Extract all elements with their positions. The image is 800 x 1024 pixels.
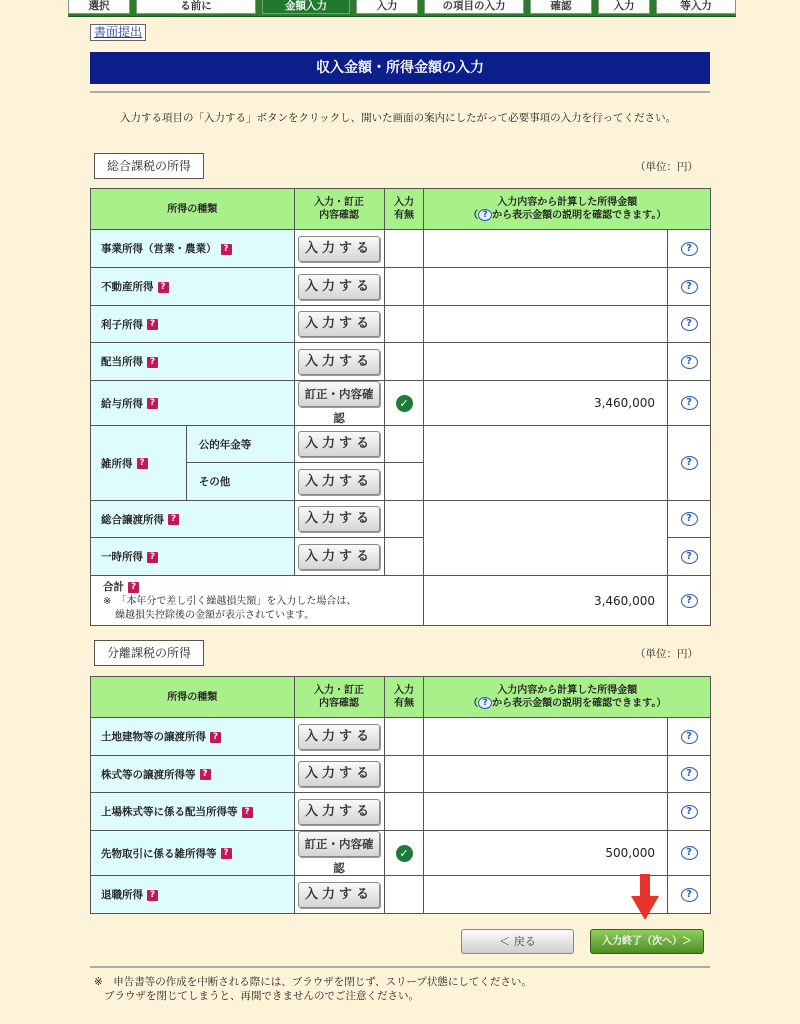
help-icon[interactable]: ? bbox=[681, 730, 698, 744]
status-cell bbox=[384, 756, 424, 793]
fix-confirm-button-sakimono[interactable]: 訂正・内容確認 bbox=[298, 831, 380, 857]
input-button-other[interactable]: 入力する bbox=[298, 469, 380, 495]
input-button-jigyo[interactable]: 入力する bbox=[298, 236, 380, 262]
status-cell bbox=[384, 343, 424, 381]
help-icon[interactable]: ? bbox=[681, 456, 698, 470]
header-status: 入力 有無 bbox=[384, 189, 424, 230]
question-icon[interactable]: ? bbox=[168, 514, 179, 525]
question-icon[interactable]: ? bbox=[147, 552, 158, 563]
header-amount: 入力内容から計算した所得金額 （ ? から表示金額の説明を確認できます。） bbox=[424, 189, 711, 230]
amount-cell bbox=[424, 306, 668, 343]
written-submission-link[interactable]: 書面提出 bbox=[90, 24, 146, 41]
amount-cell bbox=[424, 501, 668, 576]
row-label-ichiji: 一時所得 ? bbox=[91, 538, 295, 576]
table-row bbox=[91, 718, 711, 756]
step-6: 確認 bbox=[530, 0, 592, 14]
step-progress-bar bbox=[68, 0, 736, 17]
title-divider bbox=[90, 91, 710, 93]
help-icon[interactable]: ? bbox=[681, 550, 698, 564]
header-type: 所得の種類 bbox=[91, 677, 295, 718]
table-row bbox=[91, 381, 711, 426]
status-cell bbox=[384, 538, 424, 576]
row-label-zatsu: 雑所得 ? bbox=[91, 426, 187, 501]
question-icon[interactable]: ? bbox=[128, 582, 139, 593]
red-arrow-icon bbox=[631, 874, 659, 920]
table-row bbox=[91, 306, 711, 343]
table-row bbox=[91, 831, 711, 876]
header-status: 入力 有無 bbox=[384, 677, 424, 718]
amount-cell bbox=[424, 756, 668, 793]
question-icon[interactable]: ? bbox=[221, 848, 232, 859]
status-cell bbox=[384, 463, 424, 501]
status-cell bbox=[384, 230, 424, 268]
instruction-text: 入力する項目の「入力する」ボタンをクリックし、開いた画面の案内にしたがって必要事項の入力を行ってください。 bbox=[120, 112, 677, 124]
step-2: る前に bbox=[136, 0, 256, 14]
question-icon[interactable]: ? bbox=[221, 244, 232, 255]
step-3-current: 金額入力 bbox=[262, 0, 350, 14]
bunri-income-table bbox=[90, 676, 711, 914]
step-1: 選択 bbox=[68, 0, 130, 14]
status-cell bbox=[384, 718, 424, 756]
help-icon-inline: ? bbox=[478, 697, 492, 709]
input-button-taishoku[interactable]: 入力する bbox=[298, 882, 380, 908]
row-label-jojo: 上場株式等に係る配当所得等 ? bbox=[91, 793, 295, 831]
header-confirm: 入力・訂正 内容確認 bbox=[294, 189, 384, 230]
footnote-line-2: ブラウザを閉じてしまうと、再開できませんのでご注意ください。 bbox=[104, 990, 419, 1002]
row-label-taishoku: 退職所得 ? bbox=[91, 876, 295, 914]
amount-cell bbox=[424, 426, 668, 501]
row-label-fudosan: 不動産所得 ? bbox=[91, 268, 295, 306]
input-button-kabu[interactable]: 入力する bbox=[298, 761, 380, 787]
table-row bbox=[91, 426, 711, 463]
question-icon[interactable]: ? bbox=[147, 398, 158, 409]
table-row bbox=[91, 343, 711, 381]
section-label-bunri: 分離課税の所得 bbox=[94, 640, 204, 666]
input-button-fudosan[interactable]: 入力する bbox=[298, 274, 380, 300]
table-row bbox=[91, 756, 711, 793]
header-amount: 入力内容から計算した所得金額 （ ? から表示金額の説明を確認できます。） bbox=[424, 677, 711, 718]
amount-cell bbox=[424, 793, 668, 831]
question-icon[interactable]: ? bbox=[158, 282, 169, 293]
question-icon[interactable]: ? bbox=[200, 769, 211, 780]
total-note-2: 繰越損失控除後の金額が表示されています。 bbox=[115, 610, 315, 621]
header-confirm: 入力・訂正 内容確認 bbox=[294, 677, 384, 718]
row-label-kabu: 株式等の譲渡所得等 ? bbox=[91, 756, 295, 793]
help-icon[interactable]: ? bbox=[681, 888, 698, 902]
row-label-haito: 配当所得 ? bbox=[91, 343, 295, 381]
header-type: 所得の種類 bbox=[91, 189, 295, 230]
input-button-joto[interactable]: 入力する bbox=[298, 506, 380, 532]
amount-cell bbox=[424, 268, 668, 306]
input-button-jojo[interactable]: 入力する bbox=[298, 799, 380, 825]
total-note-1: ※ 「本年分で差し引く繰越損失額」を入力した場合は、 bbox=[103, 596, 357, 607]
page-title: 収入金額・所得金額の入力 bbox=[90, 52, 710, 84]
input-button-ichiji[interactable]: 入力する bbox=[298, 544, 380, 570]
check-icon: ✓ bbox=[396, 845, 413, 862]
step-5: の項目の入力 bbox=[424, 0, 524, 14]
amount-cell bbox=[424, 343, 668, 381]
question-icon[interactable]: ? bbox=[147, 357, 158, 368]
row-label-joto: 総合譲渡所得 ? bbox=[91, 501, 295, 538]
status-cell bbox=[384, 426, 424, 463]
amount-sakimono: 500,000 bbox=[424, 831, 668, 876]
finish-input-next-button[interactable]: 入力終了（次へ）＞ bbox=[590, 929, 704, 954]
step-4: 入力 bbox=[356, 0, 418, 14]
help-icon-inline: ? bbox=[478, 209, 492, 221]
table-row bbox=[91, 268, 711, 306]
help-icon[interactable]: ? bbox=[681, 805, 698, 819]
footnote bbox=[94, 975, 532, 1003]
table-row bbox=[91, 230, 711, 268]
status-cell bbox=[384, 306, 424, 343]
table-row-total bbox=[91, 576, 711, 626]
status-cell bbox=[384, 876, 424, 914]
status-cell bbox=[384, 268, 424, 306]
unit-label-sogo: （単位：円） bbox=[635, 161, 698, 173]
help-icon[interactable]: ? bbox=[681, 280, 698, 294]
check-icon: ✓ bbox=[396, 395, 413, 412]
row-sublabel-other: その他 bbox=[186, 463, 294, 501]
row-label-kyuyo: 給与所得 ? bbox=[91, 381, 295, 426]
amount-cell bbox=[424, 230, 668, 268]
step-8: 等入力 bbox=[656, 0, 736, 14]
row-label-rishi: 利子所得 ? bbox=[91, 306, 295, 343]
row-label-jigyo: 事業所得（営業・農業） ? bbox=[91, 230, 295, 268]
step-7: 入力 bbox=[598, 0, 650, 14]
amount-kyuyo: 3,460,000 bbox=[424, 381, 668, 426]
amount-total: 3,460,000 bbox=[424, 576, 668, 626]
table-row bbox=[91, 876, 711, 914]
row-label-tochi: 土地建物等の譲渡所得 ? bbox=[91, 718, 295, 756]
back-button[interactable]: ＜ 戻る bbox=[461, 929, 574, 954]
status-cell bbox=[384, 793, 424, 831]
input-button-tochi[interactable]: 入力する bbox=[298, 724, 380, 750]
question-icon[interactable]: ? bbox=[147, 319, 158, 330]
help-icon[interactable]: ? bbox=[681, 512, 698, 526]
sogo-income-table bbox=[90, 188, 711, 626]
help-icon[interactable]: ? bbox=[681, 355, 698, 369]
help-icon[interactable]: ? bbox=[681, 594, 698, 608]
unit-label-bunri: （単位：円） bbox=[635, 648, 698, 660]
section-label-sogo: 総合課税の所得 bbox=[94, 153, 204, 179]
table-row bbox=[91, 501, 711, 538]
table-row bbox=[91, 793, 711, 831]
status-cell bbox=[384, 501, 424, 538]
help-icon[interactable]: ? bbox=[681, 767, 698, 781]
help-icon[interactable]: ? bbox=[681, 396, 698, 410]
help-icon[interactable]: ? bbox=[681, 317, 698, 331]
input-button-haito[interactable]: 入力する bbox=[298, 349, 380, 375]
input-button-rishi[interactable]: 入力する bbox=[298, 311, 380, 337]
help-icon[interactable]: ? bbox=[681, 242, 698, 256]
question-icon[interactable]: ? bbox=[147, 890, 158, 901]
amount-cell bbox=[424, 718, 668, 756]
question-icon[interactable]: ? bbox=[210, 732, 221, 743]
help-icon[interactable]: ? bbox=[681, 846, 698, 860]
input-button-pension[interactable]: 入力する bbox=[298, 431, 380, 457]
footnote-line-1: ※ 申告書等の作成を中断される際には、ブラウザを閉じず、スリープ状態にしてください。 bbox=[94, 976, 532, 988]
bottom-divider bbox=[90, 966, 710, 968]
row-label-total: 合計 ? ※ 「本年分で差し引く繰越損失額」を入力した場合は、 繰越損失控除後の金額が表示されています。 bbox=[91, 576, 424, 626]
question-icon[interactable]: ? bbox=[137, 458, 148, 469]
row-label-sakimono: 先物取引に係る雑所得等 ? bbox=[91, 831, 295, 876]
fix-confirm-button-kyuyo[interactable]: 訂正・内容確認 bbox=[298, 381, 380, 407]
row-sublabel-pension: 公的年金等 bbox=[186, 426, 294, 463]
question-icon[interactable]: ? bbox=[242, 807, 253, 818]
